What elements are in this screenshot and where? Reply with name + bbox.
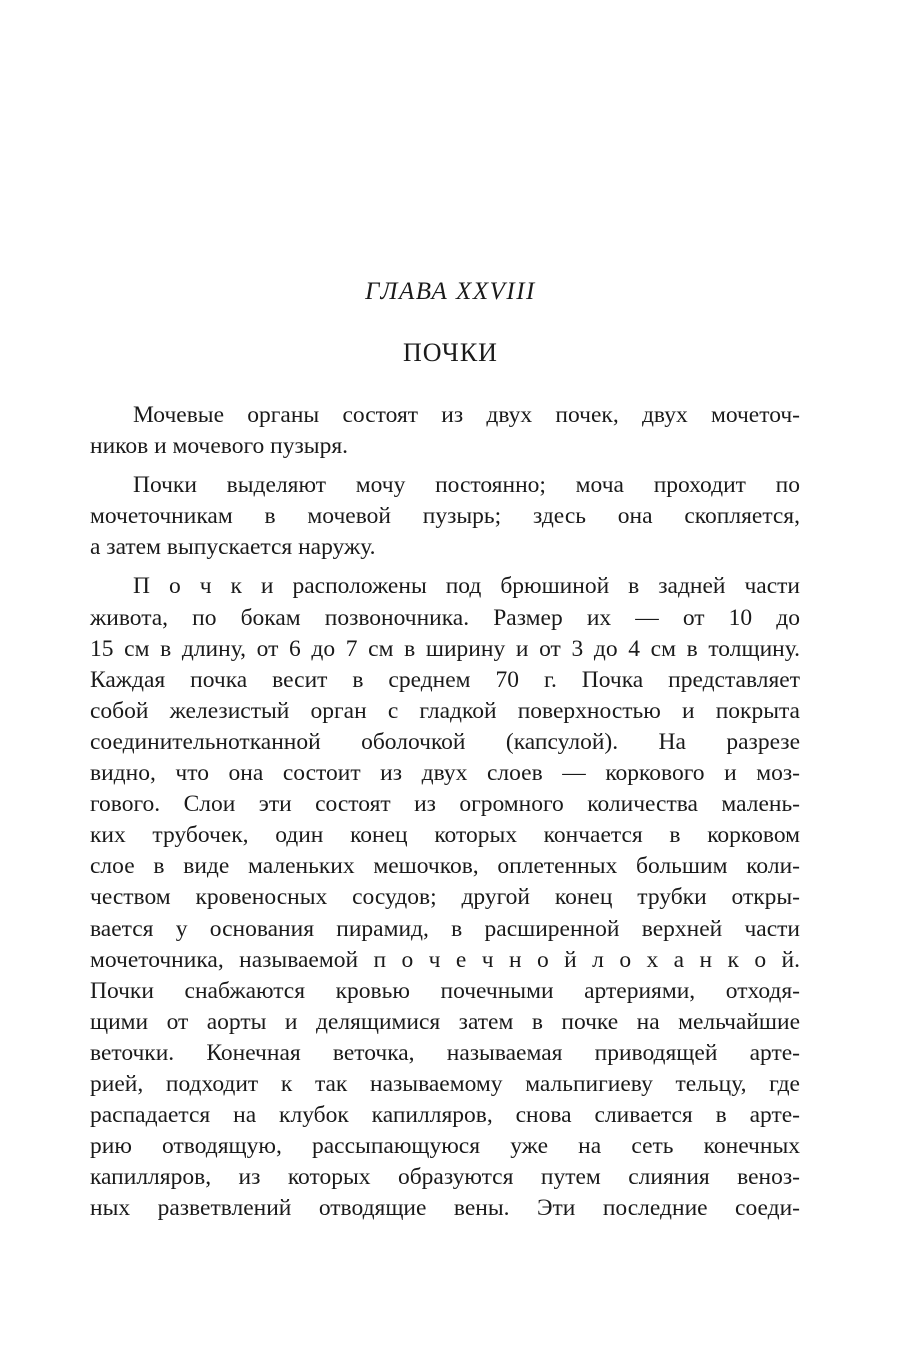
text-line: веточки. Конечная веточка, называемая приводящей арте-: [90, 1039, 800, 1066]
text-line: живота, по бокам позвоночника. Размер их — от 10 до: [90, 604, 800, 631]
chapter-title: ПОЧКИ: [403, 338, 498, 367]
text-line: Каждая почка весит в среднем 70 г. Почка представляет: [90, 666, 800, 693]
text-line: 15 см в длину, от 6 до 7 см в ширину и от 3 до 4 см в толщину.: [90, 635, 800, 662]
text-line: видно, что она состоит из двух слоев — коркового и моз-: [90, 760, 800, 787]
text-line: ких трубочек, один конец которых кончается в корковом: [90, 822, 800, 849]
text-line: чеством кровеносных сосудов; другой конец трубки откры-: [90, 884, 800, 911]
text-line: распадается на клубок капилляров, снова сливается в арте-: [90, 1102, 800, 1129]
text-line: соединительнотканной оболочкой (капсулой). На разрезе: [90, 728, 800, 755]
text-line: слое в виде маленьких мешочков, оплетенных большим коли-: [90, 853, 800, 880]
text-line: П о ч к и расположены под брюшиной в задней части: [133, 573, 800, 600]
text-line: а затем выпускается наружу.: [90, 534, 376, 561]
text-line: собой железистый орган с гладкой поверхностью и покрыта: [90, 697, 800, 724]
chapter-number: ГЛАВА XXVIII: [365, 278, 536, 305]
text-line: Мочевые органы состоят из двух почек, двух мочеточ-: [133, 402, 800, 428]
text-line: мочеточникам в мочевой пузырь; здесь она скопляется,: [90, 503, 800, 530]
body-text: [90, 400, 800, 1224]
text-line: Почки выделяют мочу постоянно; моча проходит по: [133, 472, 800, 499]
text-line: капилляров, из которых образуются путем слияния веноз-: [90, 1164, 800, 1191]
text-line: Почки снабжаются кровью почечными артериями, отходя-: [90, 977, 800, 1004]
text-line: рию отводящую, рассыпающуюся уже на сеть конечных: [90, 1133, 800, 1160]
text-line: ных разветвлений отводящие вены. Эти последние соеди-: [90, 1195, 800, 1222]
text-line: мочеточника, называемой п о ч е ч н о й л о х а н к о й.: [90, 946, 800, 973]
text-line: вается у основания пирамид, в расширенной верхней части: [90, 915, 800, 942]
text-line: ников и мочевого пузыря.: [90, 433, 349, 460]
text-line: рией, подходит к так называемому мальпигиеву тельцу, где: [90, 1070, 800, 1097]
text-line: гового. Слои эти состоят из огромного количества малень-: [90, 791, 800, 818]
text-line: щими от аорты и делящимися затем в почке на мельчайшие: [90, 1008, 800, 1035]
